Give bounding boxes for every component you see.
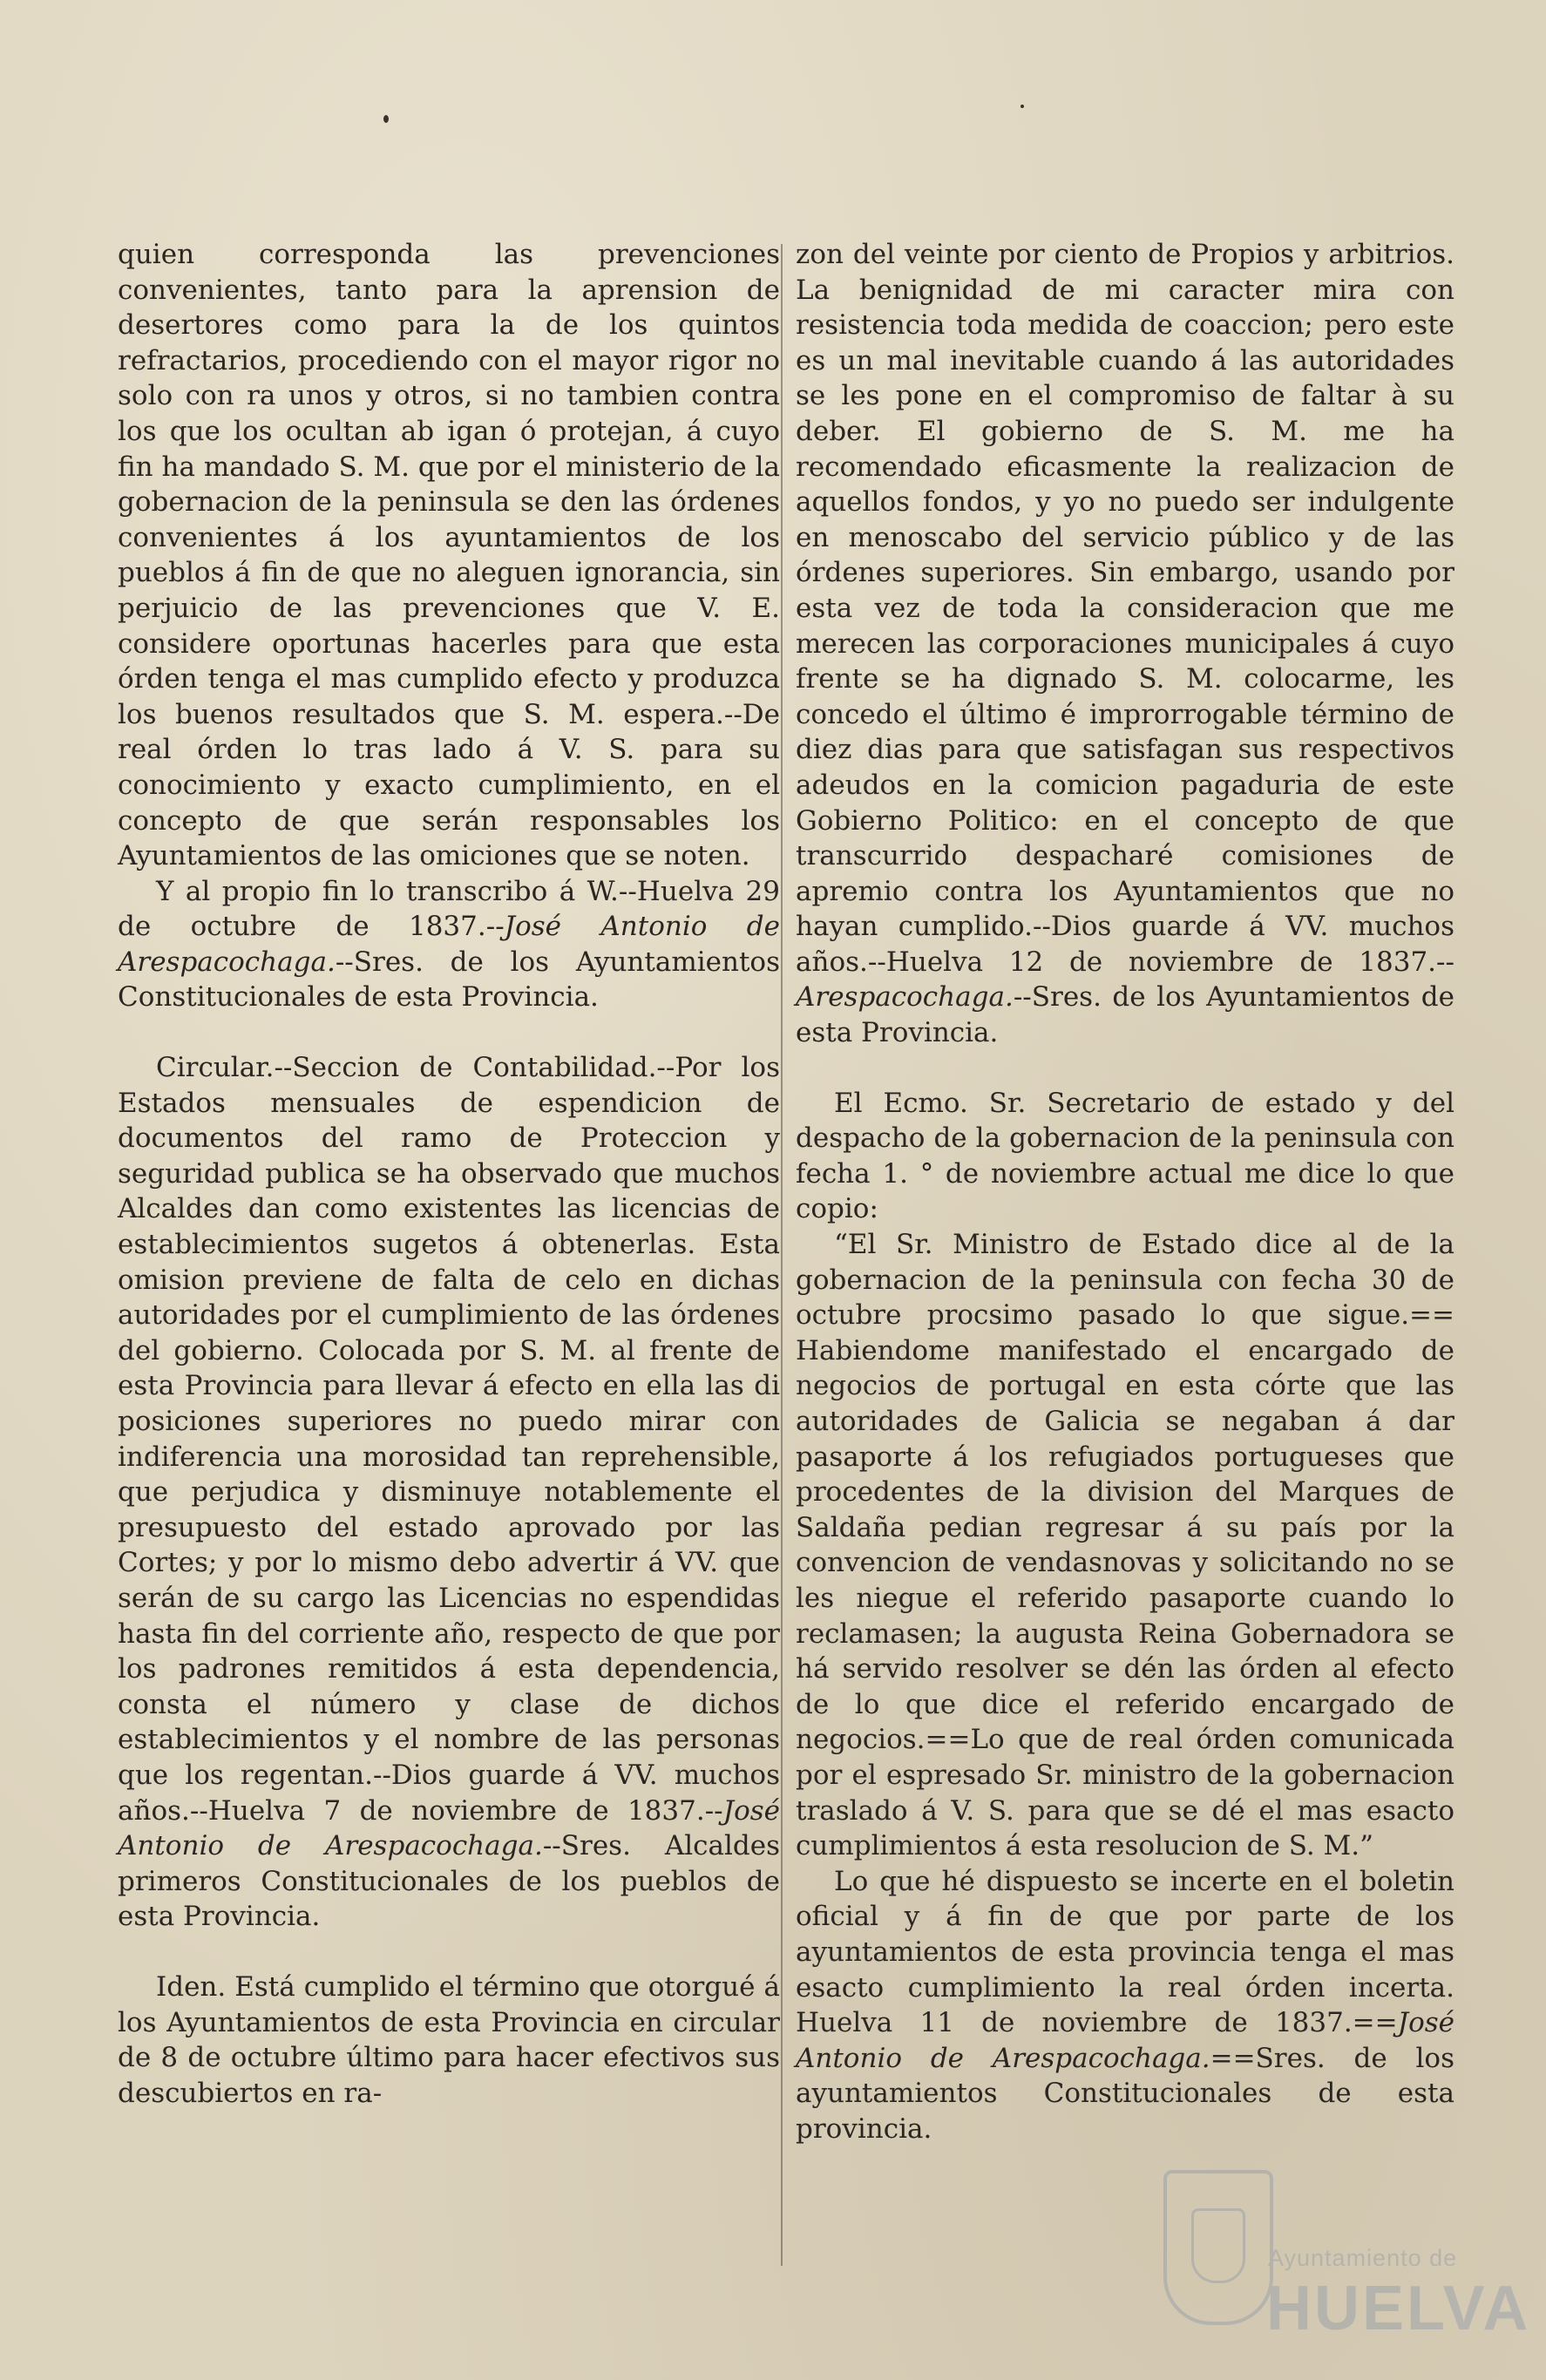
paragraph-boletin	[796, 1864, 1454, 2147]
paragraph-iden	[118, 1970, 780, 2111]
column-divider	[781, 244, 783, 2266]
shield-icon	[1163, 2170, 1273, 2325]
paragraph-text: Iden. Está cumplido el término que otorgué á los Ayuntamientos de esta Provincia en circular de 8 de octubre último para hacer efectivos sus descubiertos en ra-	[118, 1970, 780, 2109]
paragraph-propios	[796, 237, 1454, 1051]
paragraph-text: Lo que hé dispuesto se incerte en el boletin oficial y á fin de que por parte de los ayuntamientos de esta provincia tenga el mas esacto cumplimiento la real órden incerta. Huelva 11 de noviembre de 1837.==	[796, 1865, 1454, 2039]
paragraph-secretario	[796, 1086, 1454, 1227]
right-column	[796, 237, 1454, 2146]
ink-speck	[1020, 105, 1024, 108]
paragraph-text: Y al propio fin lo transcribo á W.--Huelva 29 de octubre de 1837.--	[118, 875, 780, 943]
paragraph-text: --Sres. de los Ayuntamientos de esta Provincia.	[796, 981, 1454, 1049]
signature-name: José Antonio de Arespacochaga.	[796, 2007, 1454, 2074]
paragraph-text: --Sres. de los Ayuntamientos Constitucionales de esta Provincia.	[118, 946, 780, 1014]
paragraph-text: “El Sr. Ministro de Estado dice al de la gobernacion de la peninsula con fecha 30 de octubre procsimo pasado lo que sigue.== Habiendome manifestado el encargado de negocios de portugal en esta córte que las autoridades de Galicia se negaban á dar pasaporte á los refugiados portugueses que procedentes de la division del Marques de Saldaña pedian regresar á su país por la convencion de vendasnovas y solicitando no se les niegue el referido pasaporte cuando lo reclamasen; la augusta Reina Gobernadora se há servido resolver se dén las órden al efecto de lo que dice el referido encargado de negocios.==Lo que de real órden comunicada por el espresado Sr. ministro de la gobernacion traslado á V. S. para que se dé el mas esacto cumplimientos á esta resolucion de S. M.”	[796, 1229, 1454, 1862]
signature-name: Arespacochaga.	[796, 981, 1014, 1014]
watermark-title: HUELVA	[1266, 2274, 1531, 2343]
paragraph-circular-contabilidad	[118, 1050, 780, 1935]
signature-name: José Antonio de Arespacochaga.	[118, 1794, 780, 1862]
paragraph-text: El Ecmo. Sr. Secretario de estado y del despacho de la gobernacion de la peninsula con fecha 1. ° de noviembre actual me dice lo que copio:	[796, 1087, 1454, 1225]
left-column	[118, 237, 780, 2111]
watermark-subtitle: Ayuntamiento de	[1268, 2245, 1458, 2271]
paragraph-text: zon del veinte por ciento de Propios y arbitrios. La benignidad de mi caracter mira con resistencia toda medida de coaccion; pero este es un mal inevitable cuando á las autoridades se les pone en el compromiso de faltar à su deber. El gobierno de S. M. me ha recomendado eficasmente la realizacion de aquellos fondos, y yo no puedo ser indulgente en menoscabo del servicio público y de las órdenes superiores. Sin embargo, usando por esta vez de toda la consideracion que me merecen las corporaciones municipales á cuyo frente se ha dignado S. M. colocarme, les concedo el último é improrrogable término de diez dias para que satisfagan sus respectivos adeudos en la comicion pagaduria de este Gobierno Politico: en el concepto de que transcurrido despacharé comisiones de apremio contra los Ayuntamientos que no hayan cumplido.--Dios guarde á VV. muchos años.--Huelva 12 de noviembre de 1837.--	[796, 239, 1454, 978]
paragraph-text: --Sres. Alcaldes primeros Constitucionales de los pueblos de esta Provincia.	[118, 1830, 780, 1933]
paragraph-text: ==Sres. de los ayuntamientos Constitucionales de esta provincia.	[796, 2042, 1454, 2145]
paragraph-desertores	[118, 237, 780, 874]
archive-watermark	[1163, 2170, 1531, 2362]
signature-name: José Antonio de Arespacochaga.	[118, 911, 780, 978]
ink-speck	[383, 115, 389, 123]
paragraph-transcribo	[118, 874, 780, 1015]
paragraph-text: quien corresponda las prevenciones convenientes, tanto para la aprension de desertores como para la de los quintos refractarios, procediendo con el mayor rigor no solo con ra unos y otros, si no tambien contra los que los ocultan ab igan ó protejan, á cuyo fin ha mandado S. M. que por el ministerio de la gobernacion de la peninsula se den las órdenes convenientes á los ayuntamientos de los pueblos á fin de que no aleguen ignorancia, sin perjuicio de las prevenciones que V. E. considere oportunas hacerles para que esta órden tenga el mas cumplido efecto y produzca los buenos resultados que S. M. espera.--De real órden lo tras lado á V. S. para su conocimiento y exacto cumplimiento, en el concepto de que serán responsables los Ayuntamientos de las omiciones que se noten.	[118, 239, 780, 872]
paragraph-ministro	[796, 1227, 1454, 1864]
paragraph-text: Circular.--Seccion de Contabilidad.--Por los Estados mensuales de espendicion de documentos del ramo de Proteccion y seguridad publica se ha observado que muchos Alcaldes dan como existentes las licencias de establecimientos sugetos á obtenerlas. Esta omision previene de falta de celo en dichas autoridades por el cumplimiento de las órdenes del gobierno. Colocada por S. M. al frente de esta Provincia para llevar á efecto en ella las di posiciones superiores no puedo mirar con indiferencia una morosidad tan reprehensible, que perjudica y disminuye notablemente el presupuesto del estado aprovado por las Cortes; y por lo mismo debo advertir á VV. que serán de su cargo las Licencias no espendidas hasta fin del corriente año, respecto de que por los padrones remitidos á esta dependencia, consta el número y clase de dichos establecimientos y el nombre de las personas que los regentan.--Dios guarde á VV. muchos años.--Huelva 7 de noviembre de 1837.--	[118, 1052, 780, 1827]
